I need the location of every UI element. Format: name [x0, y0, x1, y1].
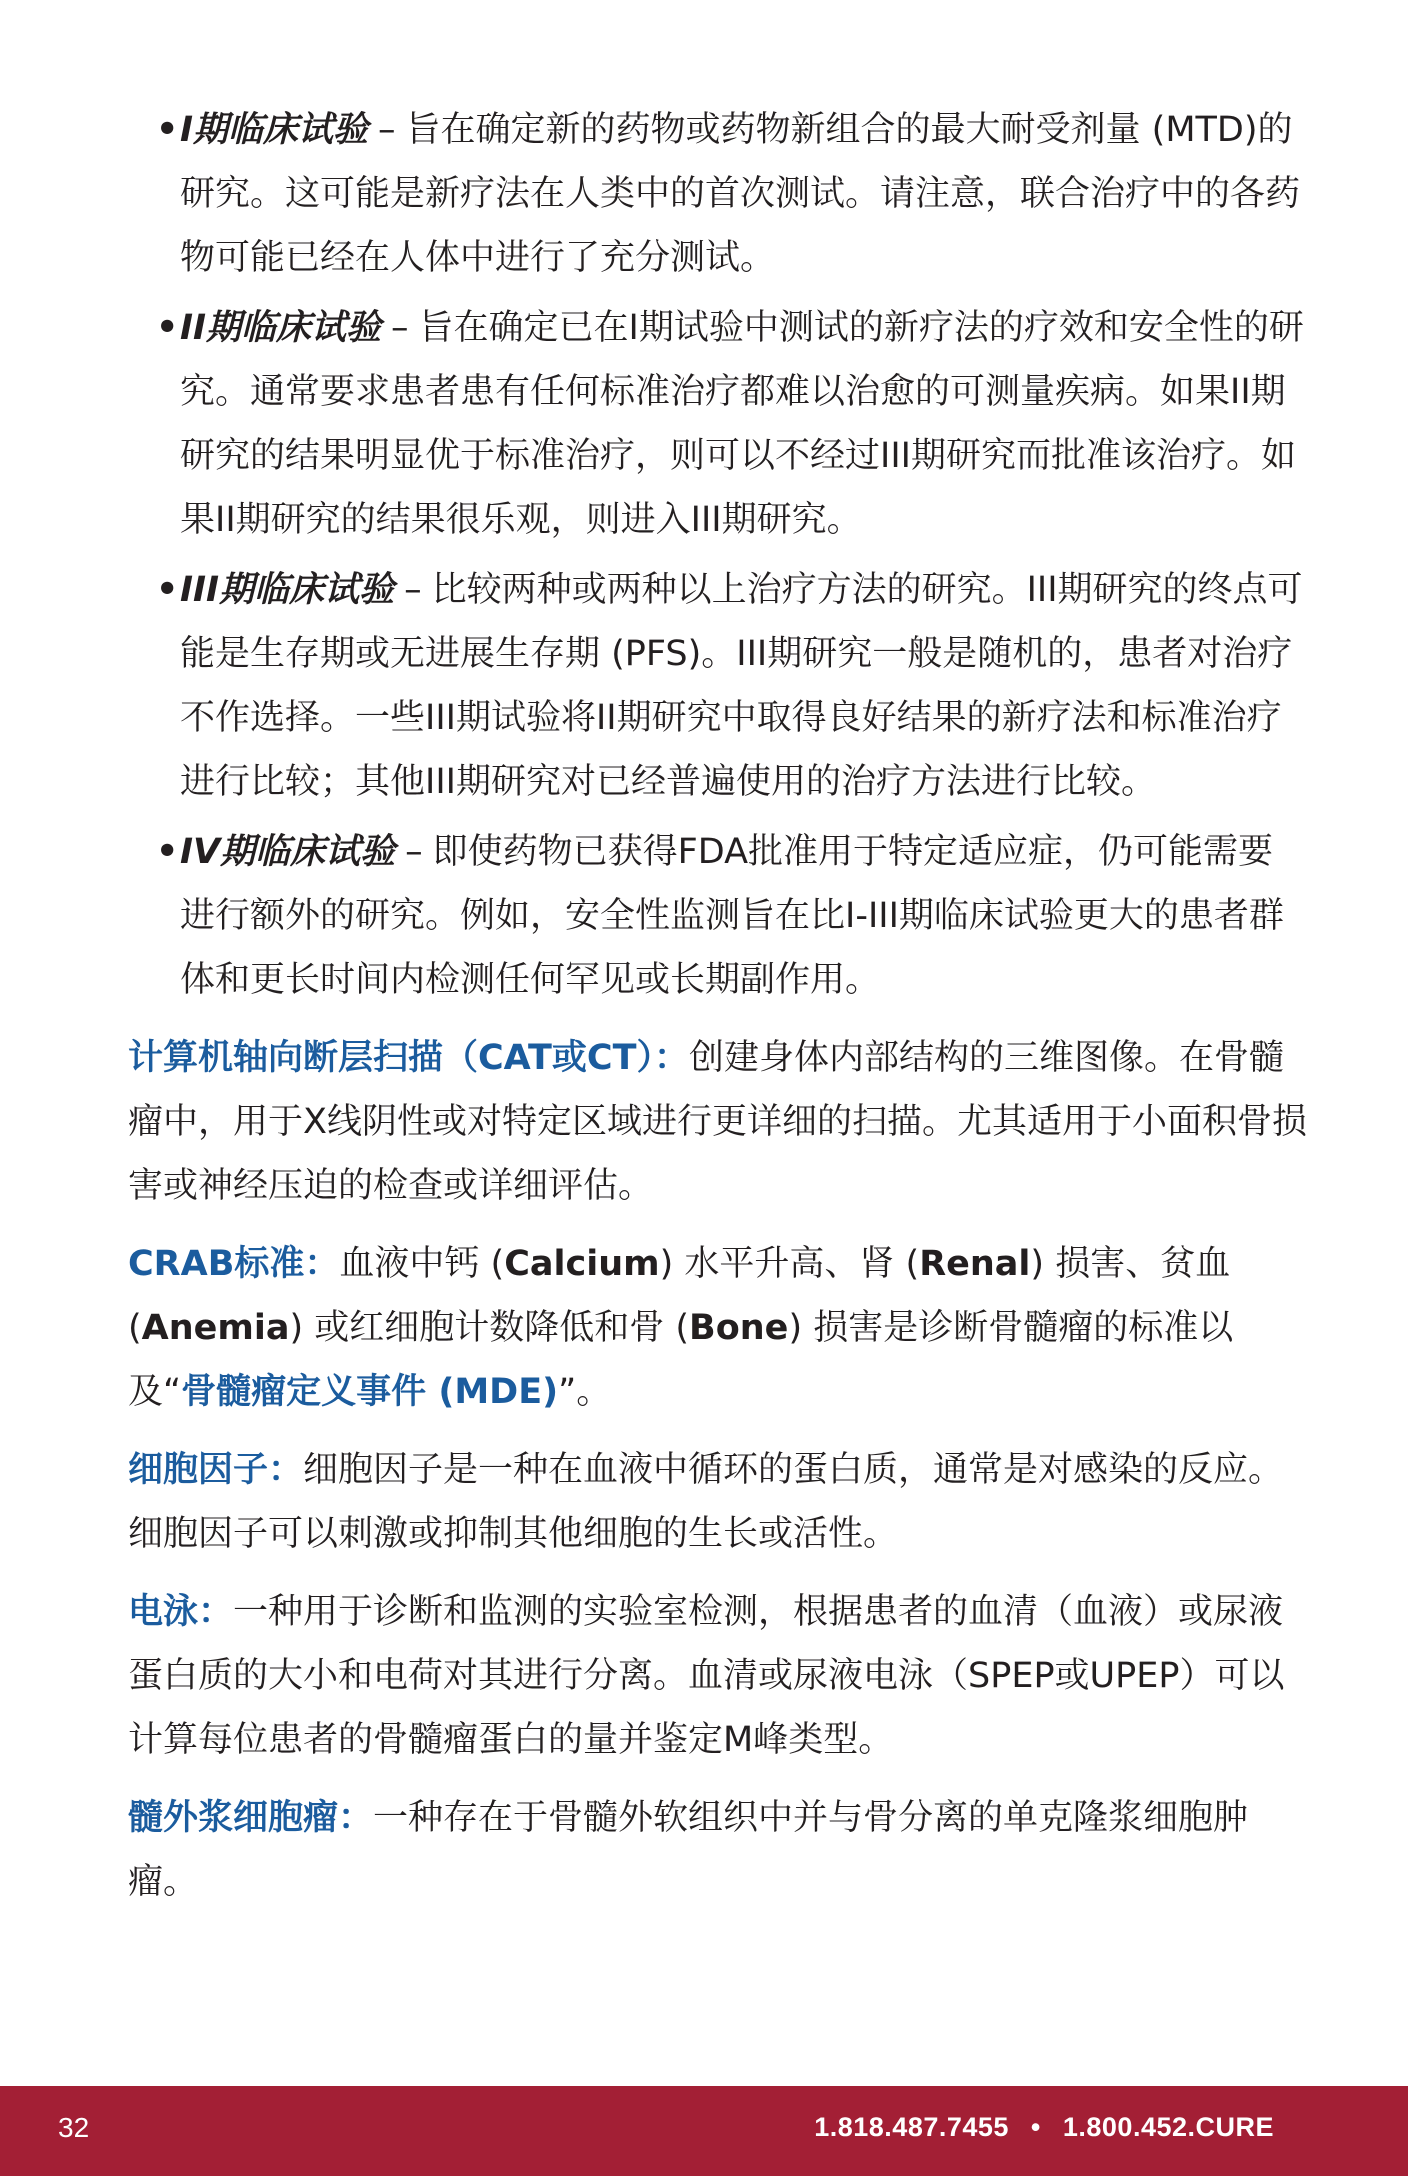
definition-text: 细胞因子是一种在血液中循环的蛋白质，通常是对感染的反应。细胞因子可以刺激或抑制其他细胞的生长或活性。 — [128, 1450, 1284, 1554]
term-renal: Renal — [919, 1244, 1031, 1284]
term-separator: – — [404, 570, 422, 610]
definition-text: 一种存在于骨髓外软组织中并与骨分离的单克隆浆细胞肿瘤。 — [128, 1798, 1249, 1902]
term-calcium: Calcium — [504, 1244, 660, 1284]
bullet-marker: • — [156, 308, 179, 348]
definition-plasmacytoma — [128, 1786, 1308, 1914]
definition-cat-scan — [128, 1026, 1308, 1218]
term-crab: CRAB标准： — [128, 1244, 340, 1284]
phone-number-2: 1.800.452.CURE — [1062, 2112, 1274, 2142]
definition-phase-3: 比较两种或两种以上治疗方法的研究。III期研究的终点可能是生存期或无进展生存期 (PFS)。III期研究一般是随机的，患者对治疗不作选择。一些III期试验将II期研究中取得良好结果的新疗法和标准治疗进行比较；其他III期研究对已经普遍使用的治疗方法进行比较。 — [180, 570, 1303, 802]
bullet-marker: • — [156, 570, 179, 610]
term-separator: – — [405, 832, 423, 872]
definition-text: 一种用于诊断和监测的实验室检测，根据患者的血清（血液）或尿液蛋白质的大小和电荷对其进行分离。血清或尿液电泳（SPEP或UPEP）可以计算每位患者的骨髓瘤蛋白的量并鉴定M峰类型。 — [128, 1592, 1285, 1760]
term-electrophoresis: 电泳： — [128, 1592, 234, 1632]
term-bone: Bone — [689, 1308, 789, 1348]
term-separator: – — [391, 308, 409, 348]
term-phase-1: I期临床试验 — [180, 110, 369, 150]
definition-text: ) 损害、贫血 ( — [128, 1244, 1231, 1348]
bullet-marker: • — [156, 110, 179, 150]
page-content — [128, 98, 1308, 1924]
term-cat-scan: 计算机轴向断层扫描（CAT或CT）： — [128, 1038, 689, 1078]
definition-crab — [128, 1232, 1308, 1424]
bullet-phase-1 — [128, 98, 1308, 290]
definition-text: 血液中钙 ( — [339, 1244, 505, 1284]
bullet-marker: • — [156, 832, 179, 872]
definition-phase-1: 旨在确定新的药物或药物新组合的最大耐受剂量 (MTD)的研究。这可能是新疗法在人类中的首次测试。请注意，联合治疗中的各药物可能已经在人体中进行了充分测试。 — [180, 110, 1301, 278]
bullet-phase-4 — [128, 820, 1308, 1012]
phone-number-1: 1.818.487.7455 — [814, 2112, 1009, 2142]
definition-phase-2: 旨在确定已在I期试验中测试的新疗法的疗效和安全性的研究。通常要求患者患有任何标准治疗都难以治愈的可测量疾病。如果II期研究的结果明显优于标准治疗，则可以不经过III期研究而批准该治疗。如果II期研究的结果很乐观，则进入III期研究。 — [180, 308, 1304, 540]
definition-electrophoresis — [128, 1580, 1308, 1772]
term-phase-4: IV期临床试验 — [180, 832, 396, 872]
definition-cytokine — [128, 1438, 1308, 1566]
bullet-phase-2 — [128, 296, 1308, 552]
definition-text: ) 或红细胞计数降低和骨 ( — [289, 1308, 690, 1348]
definition-text: ”。 — [558, 1372, 612, 1412]
term-separator: – — [378, 110, 396, 150]
footer-phones — [814, 2112, 1274, 2143]
definition-text: ) 水平升高、肾 ( — [659, 1244, 920, 1284]
footer-separator: • — [1030, 2112, 1041, 2142]
term-anemia: Anemia — [141, 1308, 290, 1348]
term-plasmacytoma: 髓外浆细胞瘤： — [128, 1798, 374, 1838]
page-number: 32 — [58, 2112, 90, 2143]
term-cytokine: 细胞因子： — [128, 1450, 304, 1490]
term-phase-2: II期临床试验 — [180, 308, 382, 348]
term-phase-3: III期临床试验 — [180, 570, 395, 610]
term-mde-link: 骨髓瘤定义事件 (MDE) — [181, 1372, 559, 1412]
footer-bar — [0, 2086, 1408, 2176]
definition-text: ) 损害是诊断骨髓瘤的标准以及“ — [128, 1308, 1234, 1412]
definition-phase-4: 即使药物已获得FDA批准用于特定适应症，仍可能需要进行额外的研究。例如，安全性监测旨在比I-III期临床试验更大的患者群体和更长时间内检测任何罕见或长期副作用。 — [180, 832, 1284, 1000]
bullet-phase-3 — [128, 558, 1308, 814]
definition-text: 创建身体内部结构的三维图像。在骨髓瘤中，用于X线阴性或对特定区域进行更详细的扫描。尤其适用于小面积骨损害或神经压迫的检查或详细评估。 — [128, 1038, 1307, 1206]
